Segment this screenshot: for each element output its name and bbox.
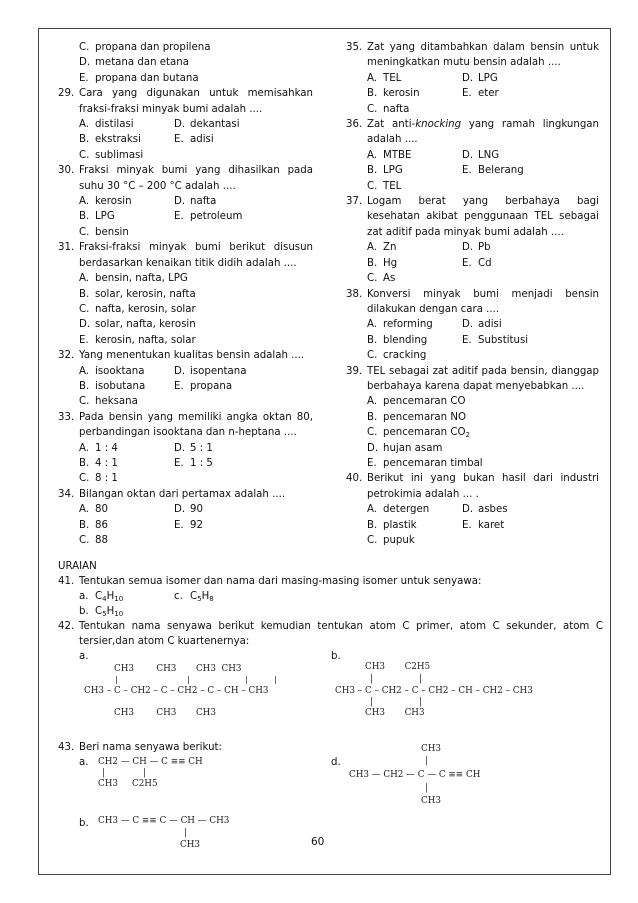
answer-option [79, 364, 174, 379]
structure-main-chain: CH3 — C ≡≡ C — CH — CH3 [98, 816, 230, 826]
answer-option [58, 533, 313, 548]
answer-option-pair [58, 194, 313, 209]
answer-option [79, 441, 174, 456]
question [346, 194, 599, 240]
option-text: isopentana [190, 365, 247, 377]
question-text: Tentukan nama senyawa berikut kemudian tentukan atom C primer, atom C sekunder, atom C tersier,dan atom C kuartenernya: [79, 621, 603, 648]
answer-option [58, 302, 313, 317]
answer-option [174, 364, 247, 379]
bond-line: | [419, 697, 422, 707]
option-text: 5 : 1 [190, 442, 213, 454]
answer-option [58, 71, 313, 86]
option-letter: D. [462, 72, 474, 84]
bond-line: | [184, 828, 187, 838]
option-letter: E. [462, 88, 472, 100]
question-number: 39. [346, 365, 363, 377]
option-letter: B. [367, 519, 378, 531]
option-text: propana dan butana [95, 72, 199, 84]
answer-option [79, 132, 174, 147]
question-text: Beri nama senyawa berikut: [79, 742, 222, 753]
option-text: kerosin, nafta, solar [95, 334, 196, 346]
structure-main-chain: CH3 – C – CH2 – C – CH2 – C – CH – CH3 [84, 686, 269, 696]
answer-option [58, 55, 313, 70]
question [58, 240, 313, 271]
question-text: Zat yang ditambahkan dalam bensin untuk meningkatkan mutu bensin adalah .... [367, 42, 599, 69]
question-number: 36. [346, 119, 363, 131]
question [346, 117, 599, 148]
option-letter: C. [367, 180, 378, 192]
option-text: Hg [383, 257, 398, 269]
option-text: isobutana [95, 380, 146, 392]
bond-line: | [425, 783, 428, 793]
option-text: petroleum [190, 211, 243, 223]
answer-option [58, 333, 313, 348]
question-text: Konversi minyak bumi menjadi bensin dilakukan dengan cara .... [367, 288, 599, 315]
option-text: LPG [478, 72, 498, 84]
option-letter: B. [79, 211, 90, 223]
option-text: TEL [383, 180, 402, 192]
option-letter: C. [367, 103, 378, 115]
answer-option-pair [58, 364, 313, 379]
option-letter: E. [462, 334, 472, 346]
formula-c5h10: $C_5H_{10}$ [95, 606, 124, 618]
answer-option [367, 148, 462, 163]
structure-bottom-row: CH3 C2H5 [98, 779, 158, 789]
question [58, 487, 313, 502]
answer-option [174, 502, 203, 517]
option-letter: C. [367, 535, 378, 546]
answer-option [367, 163, 462, 178]
answer-option [462, 256, 492, 271]
option-letter: B. [367, 411, 378, 423]
option-text: adisi [190, 134, 214, 146]
answer-option [79, 502, 174, 517]
answer-option [462, 71, 498, 86]
bond-line: | [370, 697, 373, 707]
option-letter: E. [174, 457, 184, 469]
option-text: pupuk [383, 535, 415, 546]
answer-option [58, 225, 313, 240]
answer-option [174, 209, 242, 224]
question-text: Pada bensin yang memiliki angka oktan 80, perbandingan isooktana dan n-heptana .... [79, 411, 313, 439]
answer-option-pair [58, 502, 313, 517]
bond-line: | [425, 756, 428, 766]
answer-option [462, 317, 502, 332]
answer-option [79, 117, 174, 132]
question-text: Berikut ini yang bukan hasil dari industri petrokimia adalah ... . [367, 473, 599, 500]
formula-c4h10: $C_4H_{10}$ [95, 591, 124, 603]
option-letter: C. [367, 350, 378, 362]
question-number: 38. [346, 288, 363, 300]
answer-option-pair [346, 256, 599, 271]
option-text: propana dan propilena [95, 42, 211, 53]
question-text: Cara yang digunakan untuk memisahkan fraksi-fraksi minyak bumi adalah .... [79, 88, 313, 115]
question-number: 42. [58, 621, 75, 632]
structure-main-chain: CH3 — CH2 — C — C ≡≡ CH [349, 770, 481, 780]
option-letter: C. [367, 427, 378, 439]
structure-bond-marks: | | | | [114, 675, 278, 684]
option-text: 4 : 1 [95, 457, 118, 469]
option-text: 1 : 5 [190, 457, 213, 469]
question [346, 40, 599, 71]
question-number: 32. [58, 350, 75, 362]
answer-option [367, 86, 462, 101]
answer-option [462, 333, 528, 348]
question-text: TEL sebagai zat aditif pada bensin, dianggap berbahaya karena dapat menyebabkan .... [367, 365, 599, 392]
question-number: 30. [58, 165, 75, 177]
option-text: nafta, kerosin, solar [95, 303, 196, 315]
option-text: 8 : 1 [95, 473, 118, 485]
answer-option-pair [58, 456, 313, 471]
question [58, 410, 313, 441]
option-text: nafta [190, 196, 217, 208]
answer-option-pair [58, 209, 313, 224]
option-text: TEL [383, 72, 402, 84]
question-number: 41. [58, 576, 75, 587]
option-text: dekantasi [190, 119, 240, 131]
question-number: 37. [346, 196, 363, 208]
option-letter: A. [367, 72, 378, 84]
answer-option-pair [346, 502, 599, 517]
option-letter: B. [79, 134, 90, 146]
option-text: cracking [383, 350, 427, 362]
option-letter: D. [174, 442, 186, 454]
option-text: 86 [95, 519, 108, 531]
option-letter: B. [79, 519, 90, 531]
answer-option [367, 317, 462, 332]
option-text: As [383, 273, 396, 285]
answer-option [462, 240, 491, 255]
formula-c5h8: $C_5H_8$ [190, 591, 214, 603]
option-text: bensin, nafta, LPG [95, 273, 188, 285]
structure-bottom-row: CH3 CH3 [365, 708, 425, 718]
option-text: LNG [478, 149, 500, 161]
answer-option-pair [346, 317, 599, 332]
answer-option [346, 348, 599, 363]
answer-option [462, 148, 499, 163]
option-letter: D. [174, 119, 186, 131]
option-letter: B. [367, 257, 378, 269]
option-letter: A. [79, 504, 90, 516]
question-text: Bilangan oktan dari pertamax adalah .... [79, 488, 286, 500]
structure-bottom-row: CH3 [421, 796, 441, 806]
option-text: eter [478, 88, 499, 100]
answer-option [58, 40, 313, 55]
uraian-heading: URAIAN [58, 561, 97, 572]
answer-option-pair [346, 148, 599, 163]
option-letter: A. [367, 396, 378, 408]
answer-option-pair [58, 441, 313, 456]
answer-option [79, 379, 174, 394]
structure-top-row: CH3 [421, 744, 441, 754]
option-text: distilasi [95, 119, 134, 131]
answer-option-pair [346, 518, 599, 533]
answer-option-pair [346, 333, 599, 348]
bond-line: | [419, 674, 422, 684]
option-letter: B. [79, 380, 90, 392]
option-letter: D. [462, 504, 474, 516]
option-text: pencemaran $CO_2$ [383, 427, 470, 440]
question-42 [58, 619, 603, 650]
option-letter: D. [462, 242, 474, 254]
option-text: heksana [95, 396, 138, 408]
option-letter: C. [79, 226, 90, 238]
option-letter: E. [462, 257, 472, 269]
option-text: 92 [190, 519, 203, 531]
answer-option [462, 86, 499, 101]
answer-option [174, 379, 232, 394]
option-text: pencemaran NO [383, 411, 466, 423]
answer-option [346, 533, 599, 548]
option-letter: D. [462, 149, 474, 161]
answer-option [346, 410, 599, 425]
answer-option [367, 256, 462, 271]
option-text: pencemaran CO [383, 396, 466, 408]
option-text: plastik [383, 519, 417, 531]
answer-option [79, 194, 174, 209]
answer-option [58, 271, 313, 286]
question-41-option-b [58, 604, 603, 619]
option-text: 80 [95, 504, 108, 516]
option-text: detergen [383, 504, 430, 516]
answer-option-pair [58, 518, 313, 533]
left-question-column [58, 40, 313, 548]
q42-label-a: a. [79, 651, 89, 662]
option-letter: A. [367, 504, 378, 516]
option-letter: A. [79, 196, 90, 208]
answer-option [58, 148, 313, 163]
structure-main-chain: CH3 – C – CH2 – C – CH2 – CH – CH2 – CH3 [335, 686, 533, 696]
option-text: Cd [478, 257, 492, 269]
option-text: solar, nafta, kerosin [95, 319, 196, 331]
answer-option [79, 209, 174, 224]
option-letter: B. [367, 334, 378, 346]
option-text: Belerang [478, 165, 524, 177]
option-letter: D. [367, 442, 379, 454]
option-text: kerosin [383, 88, 420, 100]
option-letter: D. [79, 319, 91, 331]
answer-option [174, 117, 240, 132]
option-text: LPG [95, 211, 115, 223]
option-letter: E. [462, 165, 472, 177]
q43-label-b: b. [79, 818, 89, 829]
option-letter: C. [79, 303, 90, 315]
option-text: kerosin [95, 196, 132, 208]
answer-option-pair [346, 240, 599, 255]
option-text: Zn [383, 242, 397, 254]
answer-option [58, 287, 313, 302]
answer-option [79, 456, 174, 471]
answer-option-pair [58, 132, 313, 147]
bond-line: | [102, 768, 105, 778]
question-text: Fraksi-fraksi minyak bumi berikut disusun berdasarkan kenaikan titik didih adalah .... [79, 242, 313, 269]
option-letter: B. [367, 165, 378, 177]
option-text: solar, kerosin, nafta [95, 288, 196, 300]
answer-option-pair [346, 71, 599, 86]
answer-option [346, 456, 599, 471]
question-43 [58, 740, 603, 755]
option-letter: E. [174, 211, 184, 223]
option-letter: A. [367, 319, 378, 331]
option-text: LPG [383, 165, 403, 177]
option-letter: D. [174, 196, 186, 208]
option-letter: C. [367, 273, 378, 285]
answer-option [462, 163, 524, 178]
option-letter: B. [79, 457, 90, 469]
answer-option [367, 502, 462, 517]
answer-option [174, 194, 216, 209]
question-number: 29. [58, 88, 75, 100]
option-letter: A. [79, 365, 90, 377]
answer-option [174, 441, 213, 456]
option-letter: A. [367, 242, 378, 254]
answer-option [174, 456, 213, 471]
structure-main-chain: CH2 — CH — C ≡≡ CH [98, 757, 203, 767]
question [58, 348, 313, 363]
question-number: 40. [346, 473, 363, 485]
option-text: karet [478, 519, 505, 531]
question-number: 33. [58, 411, 75, 423]
question-number: 35. [346, 42, 363, 53]
bond-line: | [143, 768, 146, 778]
question-text: Zat anti-knocking yang ramah lingkungan adalah .... [367, 119, 600, 146]
question [346, 287, 599, 318]
option-letter: E. [367, 457, 377, 469]
question [58, 86, 313, 117]
option-text: 1 : 4 [95, 442, 118, 454]
option-text: isooktana [95, 365, 145, 377]
answer-option [58, 394, 313, 409]
option-text: bensin [95, 226, 129, 238]
answer-option [367, 240, 462, 255]
structure-bottom-row: CH3 CH3 CH3 [114, 708, 216, 718]
right-question-column [346, 40, 599, 548]
structure-bottom-row: CH3 [180, 840, 200, 850]
structure-top-row: CH3 C2H5 [365, 662, 431, 672]
option-letter: E. [79, 72, 89, 84]
answer-option [174, 518, 203, 533]
option-letter: A. [79, 442, 90, 454]
option-text: propana [190, 380, 233, 392]
answer-option [346, 179, 599, 194]
option-letter: A. [79, 119, 90, 131]
q43-label-d: d. [331, 757, 341, 768]
question-number: 31. [58, 242, 75, 254]
option-letter: a. [79, 591, 89, 602]
page-number: 60 [311, 836, 325, 848]
option-letter: E. [462, 519, 472, 531]
answer-option [367, 71, 462, 86]
option-letter: D. [174, 504, 186, 516]
answer-option [462, 518, 504, 533]
question-text: Fraksi minyak bumi yang dihasilkan pada suhu 30 °C – 200 °C adalah .... [79, 165, 313, 192]
answer-option [346, 441, 599, 456]
option-text: Substitusi [478, 334, 529, 346]
question-number: 43. [58, 742, 75, 753]
question-41 [58, 574, 603, 589]
option-letter: C. [79, 396, 90, 408]
option-letter: D. [462, 319, 474, 331]
answer-option [58, 317, 313, 332]
option-text: MTBE [383, 149, 412, 161]
option-letter: C. [79, 535, 90, 546]
q43-label-a: a. [79, 757, 89, 768]
question [346, 471, 599, 502]
option-letter: C. [79, 42, 90, 53]
option-letter: E. [79, 334, 89, 346]
option-letter: C. [79, 473, 90, 485]
answer-option [367, 518, 462, 533]
question-text: Logam berat yang berbahaya bagi kesehatan akibat penggunaan TEL sebagai zat aditif pada minyak bumi adalah .... [367, 196, 599, 238]
option-text: Pb [478, 242, 491, 254]
option-letter: D. [174, 365, 186, 377]
option-text: ekstraksi [95, 134, 141, 146]
answer-option-pair [58, 379, 313, 394]
option-text: adisi [478, 319, 502, 331]
option-text: blending [383, 334, 428, 346]
option-text: hujan asam [383, 442, 443, 454]
option-letter: E. [174, 519, 184, 531]
answer-option-pair [58, 117, 313, 132]
option-text: 90 [190, 504, 203, 516]
question [346, 364, 599, 395]
option-text: metana dan etana [95, 57, 189, 69]
question-text: Tentukan semua isomer dan nama dari masing-masing isomer untuk senyawa: [79, 576, 482, 587]
option-letter: C. [79, 149, 90, 161]
bond-line: | [370, 674, 373, 684]
option-letter: B. [367, 88, 378, 100]
option-text: asbes [478, 504, 508, 516]
option-text: 88 [95, 535, 108, 546]
q42-label-b: b. [331, 651, 341, 662]
option-letter: E. [174, 134, 184, 146]
question-text: Yang menentukan kualitas bensin adalah .... [79, 350, 305, 362]
question-41-options-row [58, 589, 603, 604]
answer-option [58, 471, 313, 486]
option-text: sublimasi [95, 149, 144, 161]
answer-option [346, 394, 599, 409]
answer-option-pair [346, 163, 599, 178]
answer-option [346, 271, 599, 286]
option-text: nafta [383, 103, 410, 115]
option-letter: A. [367, 149, 378, 161]
option-text: reforming [383, 319, 433, 331]
answer-option [346, 425, 599, 440]
answer-option [174, 132, 214, 147]
option-text: pencemaran timbal [383, 457, 483, 469]
option-letter: b. [79, 606, 89, 617]
answer-option [462, 502, 508, 517]
structure-top-row: CH3 CH3 CH3 CH3 [114, 664, 242, 674]
option-letter: A. [79, 273, 90, 285]
option-letter: E. [174, 380, 184, 392]
option-letter: B. [79, 288, 90, 300]
question [58, 163, 313, 194]
option-letter: D. [79, 57, 91, 69]
option-letter: c. [174, 591, 183, 602]
answer-option [79, 518, 174, 533]
answer-option [367, 333, 462, 348]
answer-option-pair [346, 86, 599, 101]
answer-option [346, 102, 599, 117]
question-number: 34. [58, 488, 75, 500]
